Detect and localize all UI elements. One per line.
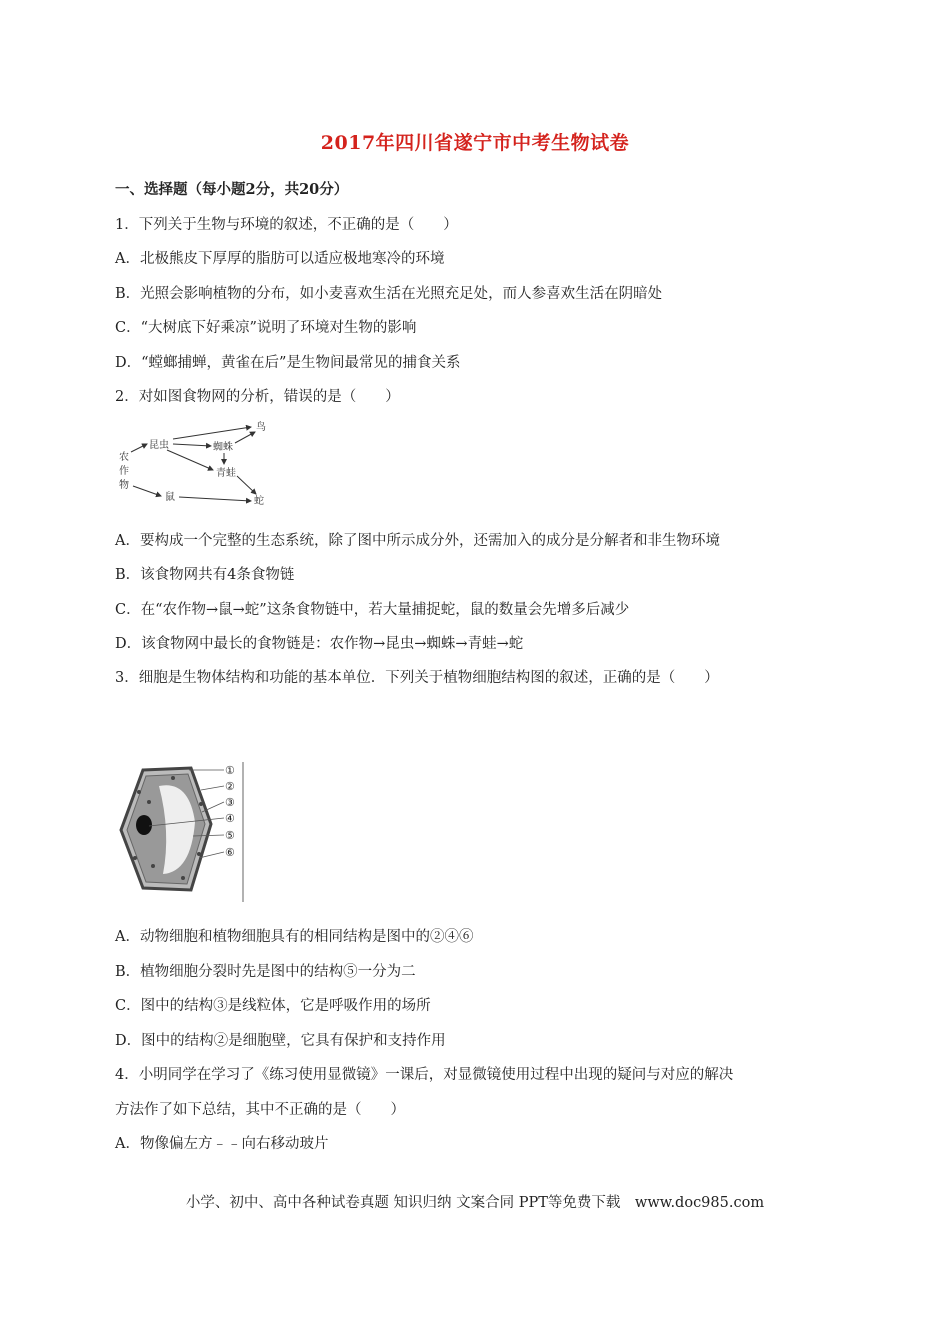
q2-option-d: D．该食物网中最长的食物链是：农作物→昆虫→蜘蛛→青蛙→蛇 [115,636,524,652]
q3-option-b: B．植物细胞分裂时先是图中的结构⑤一分为二 [115,964,416,980]
cell-label-3: ③ [225,796,235,809]
cell-label-1: ① [225,764,235,777]
arrow-insect-bird [173,427,251,439]
q3-option-d: D．图中的结构②是细胞壁，它具有保护和支持作用 [115,1033,446,1049]
producer-label-1: 农 [119,452,129,463]
arrow-insect-spider [173,444,211,446]
arrow-frog-snake [237,476,256,494]
bird-label: 鸟 [256,422,266,433]
nucleus [136,815,152,835]
food-web-diagram [113,418,273,510]
q4-stem-line-2: 方法作了如下总结，其中不正确的是（ ） [115,1102,405,1118]
q3-option-a: A．动物细胞和植物细胞具有的相同结构是图中的②④⑥ [115,929,474,945]
producer-label-3: 物 [119,480,129,491]
cell-label-5: ⑤ [225,829,235,842]
cell-label-6: ⑥ [225,846,235,859]
q1-option-a: A．北极熊皮下厚厚的脂肪可以适应极地寒冷的环境 [115,251,445,267]
plant-cell-diagram [113,762,248,904]
cell-label-4: ④ [225,812,235,825]
q2-option-a: A．要构成一个完整的生态系统，除了图中所示成分外，还需加入的成分是分解者和非生物环境 [115,533,720,549]
snake-label: 蛇 [254,496,264,507]
q2-option-b: B．该食物网共有4条食物链 [115,567,295,583]
q3-option-c: C．图中的结构③是线粒体，它是呼吸作用的场所 [115,998,431,1014]
frog-label: 青蛙 [216,468,236,479]
insect-label: 昆虫 [149,440,169,451]
q2-option-c: C．在“农作物→鼠→蛇”这条食物链中，若大量捕捉蛇，鼠的数量会先增多后减少 [115,602,630,618]
q2-stem: 2．对如图食物网的分析，错误的是（ ） [115,389,400,405]
producer-label-2: 作 [119,466,129,477]
q1-option-c: C．“大树底下好乘凉”说明了环境对生物的影响 [115,320,417,336]
page-footer: 小学、初中、高中各种试卷真题 知识归纳 文案合同 PPT等免费下载 www.doc985.com [185,1195,765,1211]
q1-stem: 1．下列关于生物与环境的叙述，不正确的是（ ） [115,217,458,233]
q4-option-a: A．物像偏左方﹣﹣向右移动玻片 [115,1136,329,1152]
exam-title: 2017年四川省遂宁市中考生物试卷 [320,132,630,154]
q1-option-d: D．“螳螂捕蝉，黄雀在后”是生物间最常见的捕食关系 [115,355,461,371]
q4-stem-line-1: 4．小明同学在学习了《练习使用显微镜》一课后，对显微镜使用过程中出现的疑问与对应的解决 [115,1067,734,1083]
arrow-mouse-snake [179,497,251,501]
arrow-crop-insect [131,444,147,452]
q1-option-b: B．光照会影响植物的分布，如小麦喜欢生活在光照充足处，而人参喜欢生活在阴暗处 [115,286,663,302]
mouse-label: 鼠 [165,492,175,503]
spider-label: 蜘蛛 [213,442,233,453]
q3-stem: 3．细胞是生物体结构和功能的基本单位．下列关于植物细胞结构图的叙述，正确的是（ ） [115,670,719,686]
section-heading: 一、选择题（每小题2分，共20分） [115,181,349,198]
arrow-spider-bird [235,432,255,443]
cell-label-2: ② [225,780,235,793]
arrow-insect-frog [167,450,213,470]
arrow-crop-mouse [133,486,161,496]
